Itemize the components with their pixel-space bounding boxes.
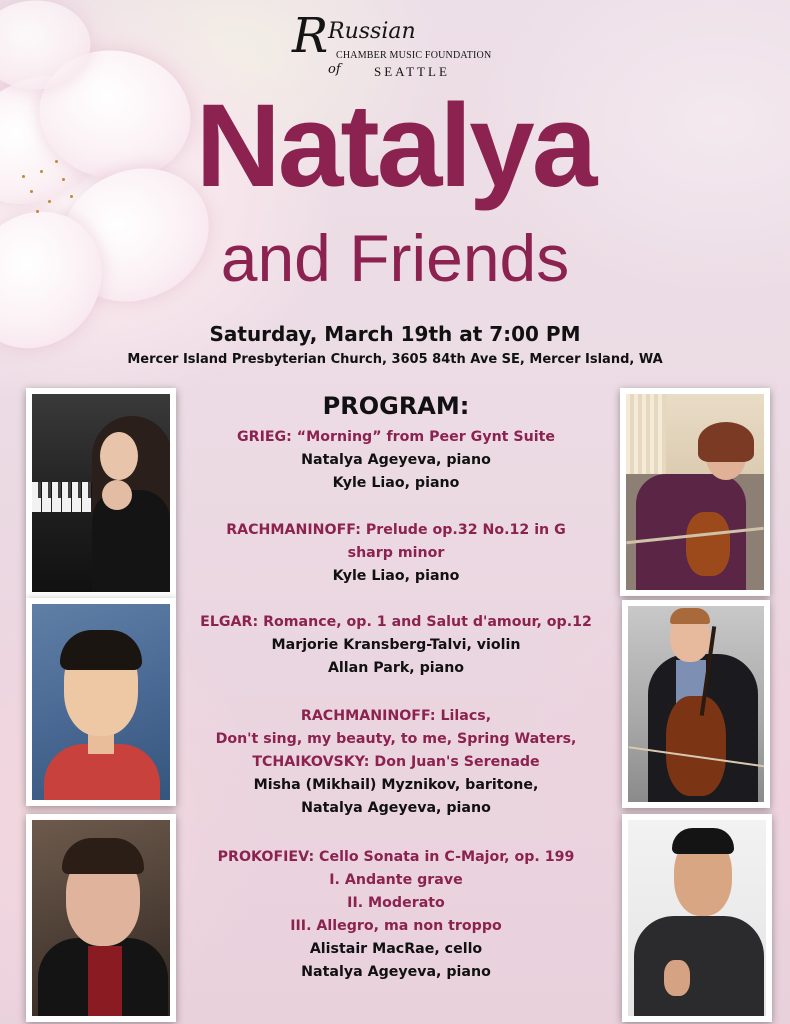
piece-title: II. Moderato — [347, 895, 445, 911]
performer: Natalya Ageyeva, piano — [301, 800, 491, 816]
photo-boy — [26, 598, 176, 806]
piece-title: PROKOFIEV: Cello Sonata in C-Major, op. 199 — [217, 849, 575, 865]
performer: Marjorie Kransberg-Talvi, violin — [271, 637, 521, 653]
program-item-4 — [186, 705, 606, 820]
performer: Natalya Ageyeva, piano — [301, 452, 491, 468]
piece-title: TCHAIKOVSKY: Don Juan's Serenade — [252, 754, 540, 770]
piece-title: ELGAR: Romance, op. 1 and Salut d'amour, op.12 — [200, 614, 592, 630]
piece-title: III. Allegro, ma non troppo — [290, 918, 502, 934]
photo-violinist-woman — [620, 388, 770, 596]
foundation-logo — [292, 10, 522, 80]
piece-title: RACHMANINOFF: Prelude op.32 No.12 in G — [226, 522, 566, 538]
logo-foundation: CHAMBER MUSIC FOUNDATION — [336, 50, 492, 61]
photo-cellist-man — [622, 814, 772, 1022]
logo-of: of — [328, 62, 341, 77]
program-item-5 — [186, 846, 606, 984]
performer: Allan Park, piano — [327, 660, 465, 676]
logo-russian: Russian — [328, 19, 416, 44]
program-item-3 — [186, 611, 606, 680]
piece-title: I. Andante grave — [329, 872, 463, 888]
performer: Natalya Ageyeva, piano — [301, 964, 491, 980]
program-item-1 — [186, 426, 606, 495]
sub-title: and Friends — [220, 221, 570, 295]
photo-baritone — [26, 814, 176, 1022]
program-heading: PROGRAM: — [322, 392, 470, 420]
performer: Kyle Liao, piano — [332, 475, 460, 491]
performer: Kyle Liao, piano — [332, 568, 460, 584]
event-date: Saturday, March 19th at 7:00 PM — [209, 322, 581, 346]
logo-city: SEATTLE — [374, 64, 450, 79]
performer: Misha (Mikhail) Myznikov, baritone, — [253, 777, 539, 793]
main-title: Natalya — [195, 80, 595, 212]
piece-title: sharp minor — [347, 545, 445, 561]
piece-title: Don't sing, my beauty, to me, Spring Waters, — [215, 731, 577, 747]
photo-cellist — [622, 600, 770, 808]
program-item-2 — [186, 519, 606, 588]
logo-r-initial: R — [292, 8, 329, 64]
event-venue: Mercer Island Presbyterian Church, 3605 84th Ave SE, Mercer Island, WA — [127, 352, 663, 367]
piece-title: RACHMANINOFF: Lilacs, — [300, 708, 492, 724]
piece-title: GRIEG: “Morning” from Peer Gynt Suite — [237, 429, 555, 445]
photo-pianist-woman — [26, 388, 176, 598]
performer: Alistair MacRae, cello — [309, 941, 483, 957]
